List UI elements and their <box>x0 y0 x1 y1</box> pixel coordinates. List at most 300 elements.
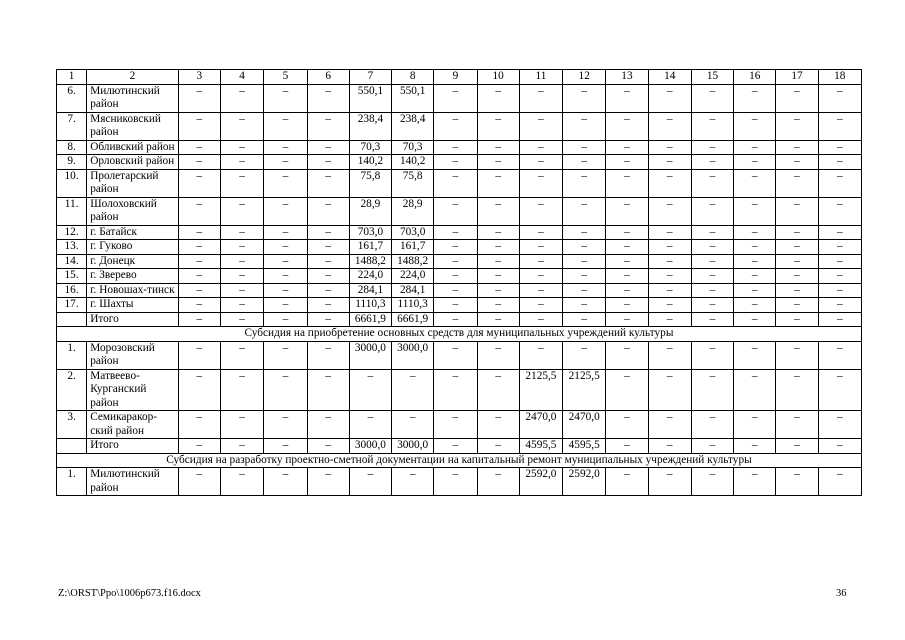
value-cell: – <box>264 298 307 313</box>
value-cell: – <box>434 155 477 170</box>
value-cell: – <box>648 84 691 112</box>
value-cell: – <box>776 312 818 327</box>
value-cell: – <box>691 341 733 369</box>
value-cell: – <box>563 269 606 284</box>
value-cell: – <box>776 112 818 140</box>
value-cell: – <box>434 254 477 269</box>
value-cell: – <box>734 369 776 411</box>
district-name: Милютинский район <box>87 84 179 112</box>
value-cell: – <box>648 240 691 255</box>
value-cell: – <box>734 269 776 284</box>
value-cell: – <box>648 439 691 454</box>
value-cell: – <box>734 84 776 112</box>
table-row <box>57 298 862 313</box>
value-cell: – <box>434 112 477 140</box>
value-cell: – <box>221 369 264 411</box>
value-cell: – <box>392 468 434 496</box>
value-cell: 284,1 <box>392 283 434 298</box>
value-cell: 3000,0 <box>392 439 434 454</box>
column-header: 9 <box>434 70 477 85</box>
value-cell: 1488,2 <box>392 254 434 269</box>
value-cell: – <box>434 312 477 327</box>
section-heading-row <box>57 453 862 468</box>
value-cell: – <box>178 341 220 369</box>
value-cell: – <box>178 439 220 454</box>
value-cell: 140,2 <box>349 155 391 170</box>
table-row <box>57 341 862 369</box>
value-cell: – <box>434 439 477 454</box>
value-cell: – <box>606 225 648 240</box>
column-header: 14 <box>648 70 691 85</box>
table-row <box>57 439 862 454</box>
value-cell: 1110,3 <box>392 298 434 313</box>
value-cell: – <box>221 140 264 155</box>
value-cell: 70,3 <box>349 140 391 155</box>
value-cell: – <box>818 341 861 369</box>
district-name: Мясниковский район <box>87 112 179 140</box>
value-cell: – <box>648 112 691 140</box>
value-cell: – <box>776 197 818 225</box>
section-heading-row <box>57 327 862 342</box>
value-cell: – <box>648 140 691 155</box>
value-cell: – <box>264 84 307 112</box>
value-cell: 6661,9 <box>392 312 434 327</box>
value-cell: 3000,0 <box>349 341 391 369</box>
value-cell: – <box>818 312 861 327</box>
table-row <box>57 169 862 197</box>
value-cell: – <box>221 341 264 369</box>
value-cell: 703,0 <box>392 225 434 240</box>
row-number: 1. <box>57 468 87 496</box>
value-cell: 140,2 <box>392 155 434 170</box>
district-name: г. Гуково <box>87 240 179 255</box>
value-cell: – <box>178 84 220 112</box>
district-name: Матвеево-Курганский район <box>87 369 179 411</box>
value-cell: – <box>221 312 264 327</box>
value-cell: – <box>734 439 776 454</box>
value-cell: – <box>776 140 818 155</box>
table-row <box>57 197 862 225</box>
value-cell: 2470,0 <box>519 411 562 439</box>
table-row <box>57 283 862 298</box>
value-cell: – <box>221 411 264 439</box>
value-cell: – <box>691 439 733 454</box>
value-cell: – <box>477 283 519 298</box>
value-cell: 224,0 <box>349 269 391 284</box>
value-cell: – <box>307 112 349 140</box>
value-cell: – <box>563 298 606 313</box>
value-cell: – <box>264 169 307 197</box>
value-cell: – <box>606 341 648 369</box>
value-cell: – <box>776 341 818 369</box>
value-cell: – <box>776 369 818 411</box>
value-cell: – <box>734 169 776 197</box>
value-cell: – <box>776 240 818 255</box>
value-cell: – <box>519 112 562 140</box>
value-cell: – <box>691 140 733 155</box>
value-cell: – <box>221 254 264 269</box>
value-cell: 6661,9 <box>349 312 391 327</box>
value-cell: – <box>307 298 349 313</box>
value-cell: – <box>434 341 477 369</box>
value-cell: – <box>691 84 733 112</box>
value-cell: – <box>734 341 776 369</box>
value-cell: – <box>818 169 861 197</box>
value-cell: – <box>776 283 818 298</box>
value-cell: – <box>307 155 349 170</box>
row-number: 3. <box>57 411 87 439</box>
column-header: 3 <box>178 70 220 85</box>
district-name: г. Батайск <box>87 225 179 240</box>
value-cell: – <box>307 283 349 298</box>
column-header: 5 <box>264 70 307 85</box>
table-header-row <box>57 70 862 85</box>
value-cell: 2125,5 <box>563 369 606 411</box>
section-heading: Субсидия на разработку проектно-сметной документации на капитальный ремонт муниципальных учреждений культуры <box>57 453 862 468</box>
district-name: Итого <box>87 439 179 454</box>
row-number: 9. <box>57 155 87 170</box>
value-cell: – <box>734 312 776 327</box>
row-number: 15. <box>57 269 87 284</box>
value-cell: – <box>178 112 220 140</box>
value-cell: – <box>734 283 776 298</box>
value-cell: – <box>563 283 606 298</box>
value-cell: – <box>519 283 562 298</box>
value-cell: – <box>734 140 776 155</box>
value-cell: – <box>434 283 477 298</box>
value-cell: – <box>477 411 519 439</box>
value-cell: – <box>307 269 349 284</box>
district-name: Обливский район <box>87 140 179 155</box>
value-cell: – <box>178 468 220 496</box>
row-number: 6. <box>57 84 87 112</box>
value-cell: – <box>477 439 519 454</box>
value-cell: – <box>606 439 648 454</box>
value-cell: – <box>434 269 477 284</box>
table-row <box>57 240 862 255</box>
value-cell: – <box>307 439 349 454</box>
value-cell: – <box>221 112 264 140</box>
value-cell: – <box>563 312 606 327</box>
value-cell: – <box>648 411 691 439</box>
value-cell: 1110,3 <box>349 298 391 313</box>
table-row <box>57 140 862 155</box>
value-cell: – <box>519 140 562 155</box>
value-cell: – <box>734 411 776 439</box>
value-cell: – <box>477 312 519 327</box>
district-name: Орловский район <box>87 155 179 170</box>
value-cell: – <box>648 283 691 298</box>
district-name: Шолоховский район <box>87 197 179 225</box>
value-cell: – <box>434 240 477 255</box>
row-number: 1. <box>57 341 87 369</box>
value-cell: 3000,0 <box>349 439 391 454</box>
value-cell: – <box>307 84 349 112</box>
value-cell: – <box>264 269 307 284</box>
value-cell: – <box>776 254 818 269</box>
column-header: 16 <box>734 70 776 85</box>
value-cell: – <box>349 468 391 496</box>
row-number <box>57 439 87 454</box>
table-row <box>57 112 862 140</box>
value-cell: – <box>818 468 861 496</box>
value-cell: – <box>434 169 477 197</box>
value-cell: – <box>818 369 861 411</box>
value-cell: – <box>477 140 519 155</box>
district-name: г. Донецк <box>87 254 179 269</box>
value-cell: – <box>434 468 477 496</box>
value-cell: 2470,0 <box>563 411 606 439</box>
value-cell: – <box>477 254 519 269</box>
value-cell: – <box>307 140 349 155</box>
value-cell: – <box>563 84 606 112</box>
value-cell: – <box>477 169 519 197</box>
value-cell: – <box>519 169 562 197</box>
row-number: 16. <box>57 283 87 298</box>
value-cell: – <box>221 197 264 225</box>
district-name: Морозовский район <box>87 341 179 369</box>
value-cell: – <box>519 341 562 369</box>
value-cell: – <box>221 225 264 240</box>
value-cell: – <box>776 84 818 112</box>
value-cell: – <box>264 439 307 454</box>
row-number: 12. <box>57 225 87 240</box>
value-cell: – <box>818 140 861 155</box>
value-cell: – <box>563 112 606 140</box>
value-cell: – <box>221 269 264 284</box>
value-cell: – <box>519 197 562 225</box>
value-cell: – <box>264 468 307 496</box>
value-cell: 703,0 <box>349 225 391 240</box>
value-cell: – <box>606 411 648 439</box>
value-cell: 4595,5 <box>563 439 606 454</box>
value-cell: – <box>307 369 349 411</box>
column-header: 13 <box>606 70 648 85</box>
value-cell: – <box>519 155 562 170</box>
value-cell: – <box>307 254 349 269</box>
value-cell: – <box>307 312 349 327</box>
value-cell: – <box>264 140 307 155</box>
value-cell: – <box>178 369 220 411</box>
row-number: 14. <box>57 254 87 269</box>
value-cell: – <box>648 369 691 411</box>
value-cell: – <box>178 225 220 240</box>
value-cell: – <box>734 254 776 269</box>
value-cell: – <box>818 269 861 284</box>
value-cell: – <box>606 240 648 255</box>
value-cell: – <box>734 240 776 255</box>
column-header: 4 <box>221 70 264 85</box>
value-cell: – <box>307 240 349 255</box>
value-cell: – <box>563 225 606 240</box>
value-cell: – <box>606 84 648 112</box>
value-cell: 238,4 <box>349 112 391 140</box>
table-row <box>57 225 862 240</box>
value-cell: – <box>519 269 562 284</box>
row-number: 13. <box>57 240 87 255</box>
value-cell: – <box>519 84 562 112</box>
value-cell: 4595,5 <box>519 439 562 454</box>
value-cell: – <box>178 411 220 439</box>
page-number: 36 <box>836 588 847 599</box>
value-cell: – <box>606 197 648 225</box>
value-cell: – <box>221 155 264 170</box>
value-cell: – <box>477 341 519 369</box>
value-cell: 161,7 <box>349 240 391 255</box>
district-name: Семикаракор-ский район <box>87 411 179 439</box>
value-cell: – <box>178 155 220 170</box>
row-number: 7. <box>57 112 87 140</box>
value-cell: – <box>818 283 861 298</box>
value-cell: – <box>648 197 691 225</box>
row-number: 8. <box>57 140 87 155</box>
value-cell: – <box>178 169 220 197</box>
value-cell: – <box>691 197 733 225</box>
section-heading: Субсидия на приобретение основных средств для муниципальных учреждений культуры <box>57 327 862 342</box>
column-header: 15 <box>691 70 733 85</box>
value-cell: – <box>349 369 391 411</box>
value-cell: – <box>648 341 691 369</box>
value-cell: – <box>648 225 691 240</box>
value-cell: – <box>776 468 818 496</box>
district-name: Итого <box>87 312 179 327</box>
value-cell: – <box>178 240 220 255</box>
value-cell: – <box>264 225 307 240</box>
value-cell: – <box>477 155 519 170</box>
table-row <box>57 84 862 112</box>
row-number <box>57 312 87 327</box>
value-cell: – <box>221 240 264 255</box>
row-number: 11. <box>57 197 87 225</box>
value-cell: 1488,2 <box>349 254 391 269</box>
value-cell: – <box>776 269 818 284</box>
table-row <box>57 269 862 284</box>
value-cell: – <box>307 341 349 369</box>
value-cell: 75,8 <box>349 169 391 197</box>
value-cell: – <box>519 225 562 240</box>
value-cell: – <box>691 155 733 170</box>
value-cell: – <box>178 197 220 225</box>
value-cell: – <box>606 283 648 298</box>
value-cell: – <box>178 269 220 284</box>
value-cell: – <box>563 140 606 155</box>
value-cell: – <box>434 298 477 313</box>
value-cell: – <box>221 283 264 298</box>
district-name: Милютинский район <box>87 468 179 496</box>
value-cell: 2125,5 <box>519 369 562 411</box>
value-cell: – <box>221 298 264 313</box>
column-header: 7 <box>349 70 391 85</box>
value-cell: – <box>349 411 391 439</box>
value-cell: – <box>434 197 477 225</box>
value-cell: – <box>434 411 477 439</box>
value-cell: – <box>264 240 307 255</box>
value-cell: – <box>178 298 220 313</box>
value-cell: – <box>563 341 606 369</box>
value-cell: – <box>734 468 776 496</box>
value-cell: – <box>648 312 691 327</box>
column-header: 8 <box>392 70 434 85</box>
value-cell: – <box>818 240 861 255</box>
value-cell: – <box>648 468 691 496</box>
row-number: 10. <box>57 169 87 197</box>
value-cell: – <box>563 155 606 170</box>
row-number: 2. <box>57 369 87 411</box>
value-cell: – <box>221 169 264 197</box>
value-cell: 3000,0 <box>392 341 434 369</box>
column-header: 11 <box>519 70 562 85</box>
value-cell: – <box>563 240 606 255</box>
file-path: Z:\ORST\Ppo\1006p673.f16.docx <box>58 588 201 599</box>
value-cell: – <box>264 283 307 298</box>
value-cell: – <box>648 254 691 269</box>
value-cell: – <box>818 84 861 112</box>
value-cell: – <box>818 298 861 313</box>
value-cell: – <box>691 312 733 327</box>
value-cell: – <box>477 298 519 313</box>
value-cell: – <box>392 411 434 439</box>
table-row <box>57 369 862 411</box>
value-cell: 75,8 <box>392 169 434 197</box>
district-name: г. Шахты <box>87 298 179 313</box>
value-cell: – <box>307 468 349 496</box>
table-row <box>57 411 862 439</box>
value-cell: – <box>519 254 562 269</box>
value-cell: – <box>648 155 691 170</box>
value-cell: – <box>734 155 776 170</box>
table-row <box>57 468 862 496</box>
column-header: 12 <box>563 70 606 85</box>
value-cell: – <box>477 240 519 255</box>
value-cell: – <box>606 140 648 155</box>
value-cell: – <box>392 369 434 411</box>
district-name: Пролетарский район <box>87 169 179 197</box>
value-cell: – <box>818 411 861 439</box>
column-header: 6 <box>307 70 349 85</box>
value-cell: – <box>178 283 220 298</box>
value-cell: – <box>563 197 606 225</box>
value-cell: – <box>264 312 307 327</box>
value-cell: 238,4 <box>392 112 434 140</box>
district-name: г. Зверево <box>87 269 179 284</box>
value-cell: – <box>691 254 733 269</box>
column-header: 18 <box>818 70 861 85</box>
value-cell: 70,3 <box>392 140 434 155</box>
value-cell: 550,1 <box>392 84 434 112</box>
value-cell: 28,9 <box>392 197 434 225</box>
value-cell: – <box>434 140 477 155</box>
table-row <box>57 254 862 269</box>
value-cell: 2592,0 <box>563 468 606 496</box>
value-cell: – <box>734 112 776 140</box>
value-cell: – <box>264 341 307 369</box>
value-cell: – <box>691 283 733 298</box>
value-cell: – <box>606 112 648 140</box>
value-cell: – <box>477 197 519 225</box>
value-cell: 161,7 <box>392 240 434 255</box>
value-cell: – <box>691 269 733 284</box>
value-cell: – <box>434 84 477 112</box>
value-cell: 224,0 <box>392 269 434 284</box>
value-cell: – <box>264 197 307 225</box>
value-cell: – <box>178 254 220 269</box>
value-cell: – <box>606 468 648 496</box>
value-cell: – <box>606 169 648 197</box>
value-cell: – <box>606 369 648 411</box>
value-cell: – <box>477 112 519 140</box>
value-cell: – <box>776 155 818 170</box>
value-cell: – <box>606 254 648 269</box>
